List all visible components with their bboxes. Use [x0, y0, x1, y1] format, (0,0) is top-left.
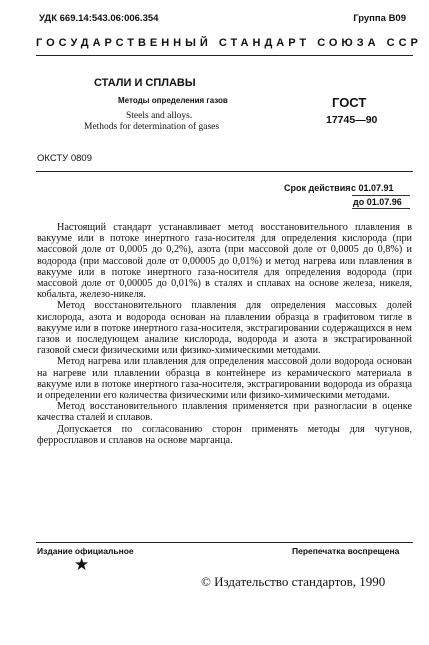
gost-label: ГОСТ	[332, 95, 367, 110]
group-code: Группа В09	[353, 13, 406, 24]
validity-from-date: с 01.07.91	[351, 183, 394, 193]
validity-label: Срок действия	[284, 183, 351, 193]
publisher-copyright: © Издательство стандартов, 1990	[201, 574, 386, 589]
paragraph: Метод нагрева или плавления для определения массовой доли водорода основан на нагреве или плавлении образца в контейнере из керамического материала в вакууме или в потоке инертного газа-носителя, экстрагировании водорода из образца и определении его количества физическими или физико-химическими методами.	[37, 356, 412, 402]
section-divider	[36, 171, 413, 172]
gost-number: 17745—90	[326, 114, 378, 126]
paragraph: Метод восстановительного плавления применяется при разногласии в оценке качества сталей и сплавов.	[37, 401, 412, 424]
validity-underline	[352, 208, 410, 209]
organization-title: ГОСУДАРСТВЕННЫЙ СТАНДАРТ СОЮЗА ССР	[36, 37, 422, 49]
paragraph: Допускается по согласованию сторон применять методы для чугунов, ферросплавов и сплавов на основе марганца.	[37, 423, 412, 446]
paragraph: Настоящий стандарт устанавливает метод восстановительного плавления в вакууме или в потоке инертного газа-носителя для определения кислорода (при массовой доле от 0,0005 до 0,2%), азота (при массовой доле от 0,0005 до 0,8%) и водорода (при массовой доле от 0,00005 до 0,01%) и метод нагрева или плавления в вакууме или в потоке инертного газа-носителя для определения водорода (при массовой доле от 0,00005 до 0,01%) в сталях и сплавах на основе железа, никеля, кобальта, железо-никеля.	[37, 222, 412, 301]
validity-underline	[352, 195, 410, 196]
subtitle-english: Methods for determination of gases	[84, 122, 220, 132]
title-english: Steels and alloys.	[126, 111, 193, 121]
header-divider	[36, 55, 413, 56]
star-icon: ★	[74, 555, 90, 574]
edition-note: Издание официальное	[37, 546, 134, 556]
footer-divider	[36, 542, 413, 543]
body-text	[37, 222, 412, 446]
udc-code: УДК 669.14:543.06:006.354	[39, 13, 159, 24]
paragraph: Метод восстановительного плавления для определения массовых долей кислорода, азота и водорода основан на плавлении образца в графитовом тигле в вакууме или в потоке инертного газа-носителя, экстрагировании содержащихся в нем газов и последующем анализе кислорода, водорода и азота в экстрагированной газовой смеси физическими или физико-химическими методами.	[37, 300, 412, 357]
title-russian: СТАЛИ И СПЛАВЫ	[94, 77, 196, 89]
subtitle-russian: Методы определения газов	[118, 96, 228, 105]
validity-to-date: до 01.07.96	[353, 197, 402, 207]
reprint-note: Перепечатка воспрещена	[292, 546, 400, 556]
okstu-code: ОКСТУ 0809	[37, 153, 92, 164]
